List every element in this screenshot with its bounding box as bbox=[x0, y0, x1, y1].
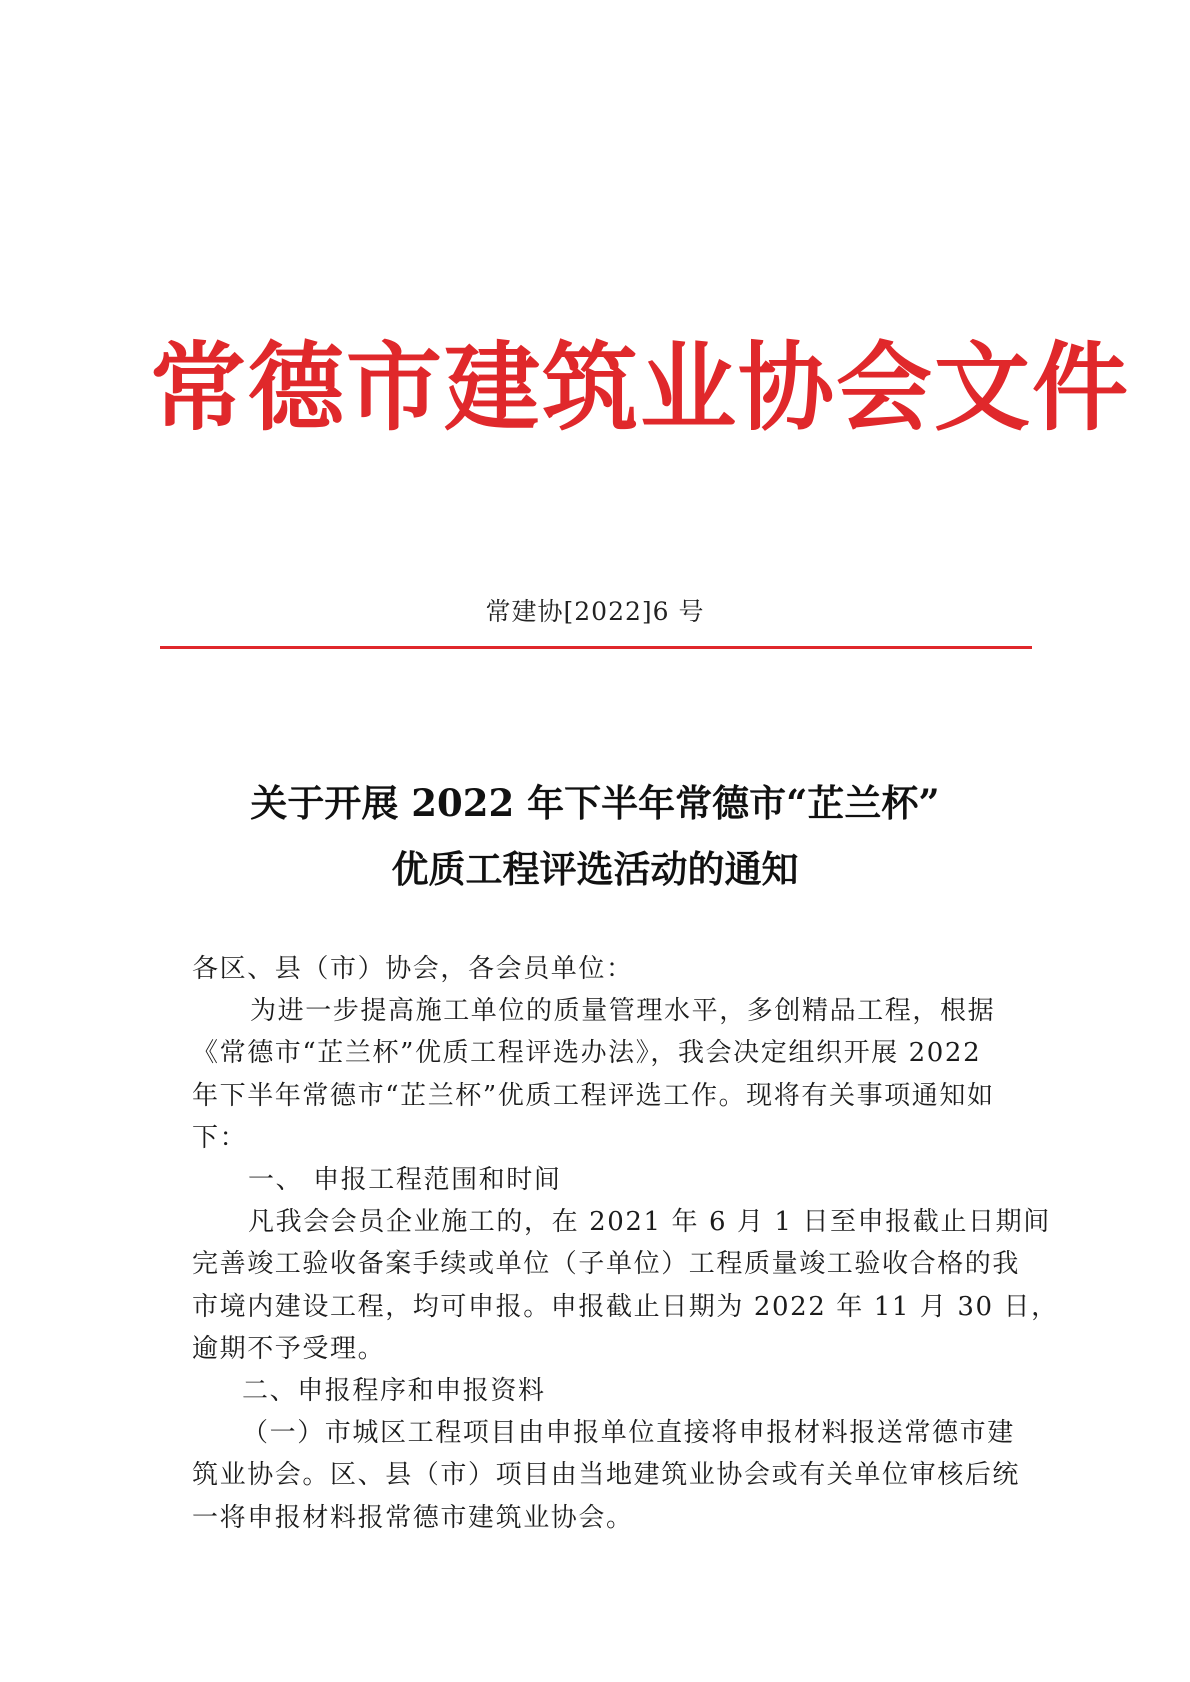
body-line: 完善竣工验收备案手续或单位（子单位）工程质量竣工验收合格的我 bbox=[192, 1249, 1021, 1280]
body-line: 下： bbox=[192, 1122, 248, 1153]
body-line: 年下半年常德市“芷兰杯”优质工程评选工作。现将有关事项通知如 bbox=[192, 1080, 995, 1111]
document-number: 常建协[2022]6 号 bbox=[485, 597, 705, 626]
notice-title-line-1: 关于开展 2022 年下半年常德市“芷兰杯” bbox=[250, 781, 940, 825]
body-line: 逾期不予受理。 bbox=[192, 1333, 386, 1364]
section-heading-1: 一、 申报工程范围和时间 bbox=[248, 1165, 562, 1196]
body-line: 市境内建设工程，均可申报。申报截止日期为 2022 年 11 月 30 日， bbox=[192, 1291, 1059, 1322]
masthead-title: 常德市建筑业协会文件 bbox=[150, 332, 1130, 444]
notice-body bbox=[192, 948, 1059, 1539]
notice-title bbox=[150, 770, 1040, 902]
body-line: 凡我会会员企业施工的，在 2021 年 6 月 1 日至申报截止日期间 bbox=[248, 1207, 1051, 1238]
body-line: 筑业协会。区、县（市）项目由当地建筑业协会或有关单位审核后统 bbox=[192, 1460, 1021, 1491]
body-line: 一将申报材料报常德市建筑业协会。 bbox=[192, 1502, 634, 1533]
body-line: 《常德市“芷兰杯”优质工程评选办法》，我会决定组织开展 2022 bbox=[192, 1038, 982, 1069]
salutation: 各区、县（市）协会，各会员单位： bbox=[192, 954, 634, 984]
notice-title-line-2: 优质工程评选活动的通知 bbox=[391, 847, 799, 891]
section-heading-2: 二、申报程序和申报资料 bbox=[242, 1376, 546, 1407]
body-line: （一）市城区工程项目由申报单位直接将申报材料报送常德市建 bbox=[242, 1418, 1015, 1449]
red-divider bbox=[160, 646, 1032, 649]
body-line: 为进一步提高施工单位的质量管理水平，多创精品工程，根据 bbox=[250, 996, 996, 1027]
